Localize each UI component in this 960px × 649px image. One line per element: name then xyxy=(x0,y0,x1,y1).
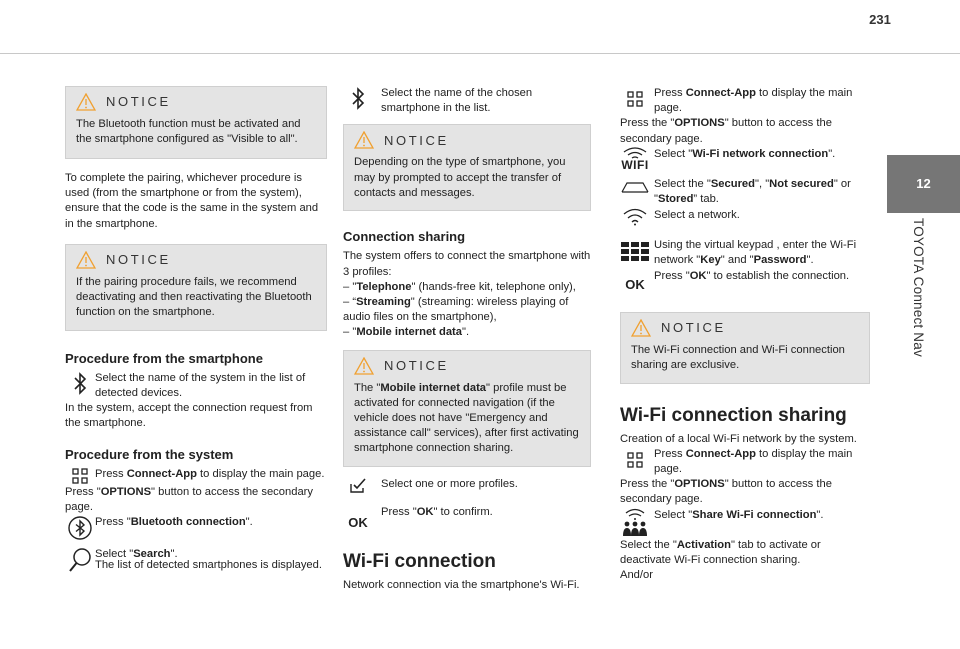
step-text: Using the virtual keypad , enter the Wi-Fi network "Key" and "Password". xyxy=(654,239,857,267)
step-text: Press Connect-App to display the main page. xyxy=(95,467,325,480)
step-text: Select "Share Wi-Fi connection". xyxy=(654,508,824,521)
step-text: Select the name of the chosen smartphone in the list. xyxy=(381,87,533,115)
ok-icon: OK xyxy=(348,514,368,530)
step-text: And/or xyxy=(620,569,653,582)
step-text: Press Connect-App to display the main page. xyxy=(654,87,853,115)
tab-folder-icon xyxy=(621,181,649,193)
chapter-tab: 12 xyxy=(887,155,960,213)
step-text: Select the name of the system in the list of detected devices. xyxy=(95,371,306,400)
apps-grid-icon xyxy=(626,90,644,108)
notice-title: NOTICE xyxy=(106,252,171,268)
step-establish xyxy=(620,269,870,292)
notice-box xyxy=(65,244,327,331)
warning-icon xyxy=(76,251,96,269)
body-text: Creation of a local Wi-Fi network by the system. xyxy=(620,432,857,445)
step-select-network xyxy=(620,208,870,226)
heading-wifi-connection: Wi-Fi connection xyxy=(343,550,496,572)
notice-box xyxy=(65,86,327,159)
checkbox-icon xyxy=(349,477,367,493)
column-2 xyxy=(343,86,591,593)
column-3 xyxy=(620,86,870,583)
apps-grid-icon xyxy=(71,467,89,485)
step-text: Select "Wi-Fi network connection". xyxy=(654,147,836,160)
step-text: Press the "OPTIONS" button to access the secondary page. xyxy=(620,478,832,506)
step-wifi-network xyxy=(620,147,870,171)
step-connect-app xyxy=(65,467,327,485)
bluetooth-icon xyxy=(73,371,87,397)
keypad-icon xyxy=(621,242,649,262)
profile-item: – "Telephone" (hands-free kit, telephone only), xyxy=(343,280,576,293)
profile-item: – "Mobile internet data". xyxy=(343,326,470,339)
step-text: In the system, accept the connection request from the smartphone. xyxy=(65,402,313,430)
profile-item: – “Streaming" (streaming: wireless playing of audio files on the smartphone), xyxy=(343,296,569,324)
step-text: Select a network. xyxy=(654,209,740,222)
step-select-profiles xyxy=(343,477,591,493)
step-select-smartphone xyxy=(343,86,591,116)
wifi-icon xyxy=(622,208,648,226)
step-text: Press the "OPTIONS" button to access the secondary page. xyxy=(620,117,832,145)
step-confirm xyxy=(343,505,591,530)
step-keypad xyxy=(620,238,870,268)
heading-procedure-smartphone: Procedure from the smartphone xyxy=(65,350,263,366)
notice-title: NOTICE xyxy=(384,132,449,148)
notice-box xyxy=(343,124,591,211)
heading-procedure-system: Procedure from the system xyxy=(65,446,234,462)
step-text: Select "Search". xyxy=(95,548,178,561)
heading-connection-sharing: Connection sharing xyxy=(343,229,466,245)
pairing-paragraph: To complete the pairing, whichever procedure is used (from the smartphone or from the system), ensure that the code is the same in the system and in the smartphone. xyxy=(65,172,319,230)
step-bluetooth-connection xyxy=(65,515,327,541)
body-text: Network connection via the smartphone's Wi-Fi. xyxy=(343,578,580,591)
notice-box xyxy=(620,312,870,384)
step-text: Press "Bluetooth connection". xyxy=(95,516,253,529)
step-text: Select the "Activation" tab to activate or deactivate Wi-Fi connection sharing. xyxy=(620,538,821,566)
notice-title: NOTICE xyxy=(106,94,171,110)
heading-wifi-sharing: Wi-Fi connection sharing xyxy=(620,404,847,426)
bluetooth-icon xyxy=(351,86,365,112)
wifi-label-icon: WIFI xyxy=(621,157,649,172)
step-text: Press "OK" to establish the connection. xyxy=(654,269,850,282)
step-select-tab xyxy=(620,177,870,207)
side-title: TOYOTA Connect Nav xyxy=(911,218,926,357)
header-rule xyxy=(0,53,960,54)
notice-text: If the pairing procedure fails, we recommend deactivating and then reactivating the Bluetooth function on the smartphone. xyxy=(76,275,312,319)
step-text: Select one or more profiles. xyxy=(381,477,518,490)
warning-icon xyxy=(354,131,374,149)
warning-icon xyxy=(354,357,374,375)
notice-text: Depending on the type of smartphone, you may by prompted to accept the transfer of contacts and messages. xyxy=(354,156,566,199)
warning-icon xyxy=(631,319,651,337)
body-text: The system offers to connect the smartphone with 3 profiles: xyxy=(343,250,591,278)
wifi-share-icon xyxy=(622,508,648,538)
step-share-wifi xyxy=(620,508,870,538)
column-1 xyxy=(65,86,327,573)
notice-text: The Bluetooth function must be activated and the smartphone configured as "Visible to all". xyxy=(76,118,301,146)
bluetooth-circle-icon xyxy=(67,515,93,541)
search-icon xyxy=(68,547,92,573)
warning-icon xyxy=(76,93,96,111)
step-text: Press Connect-App to display the main page. xyxy=(654,447,853,476)
notice-text: The "Mobile internet data" profile must be activated for connected navigation (if the vehicle does not have "Emergency and assistance call" services), after first activating smartphone connection sharing. xyxy=(354,381,579,455)
notice-title: NOTICE xyxy=(661,320,726,336)
step-connect-app xyxy=(620,86,870,116)
page-number: 231 xyxy=(869,12,891,27)
ok-icon: OK xyxy=(625,276,645,292)
step-text: Select the "Secured", "Not secured" or "Stored” tab. xyxy=(654,177,851,206)
step-bluetooth xyxy=(65,371,327,401)
apps-grid-icon xyxy=(626,451,644,469)
notice-box xyxy=(343,350,591,467)
step-text: The list of detected smartphones is displayed. xyxy=(95,559,322,572)
notice-title: NOTICE xyxy=(384,358,449,374)
notice-text: The Wi-Fi connection and Wi-Fi connection sharing are exclusive. xyxy=(631,343,845,371)
step-connect-app xyxy=(620,447,870,477)
step-text: Press "OPTIONS" button to access the secondary page. xyxy=(65,485,313,513)
step-text: Press "OK" to confirm. xyxy=(381,505,493,518)
